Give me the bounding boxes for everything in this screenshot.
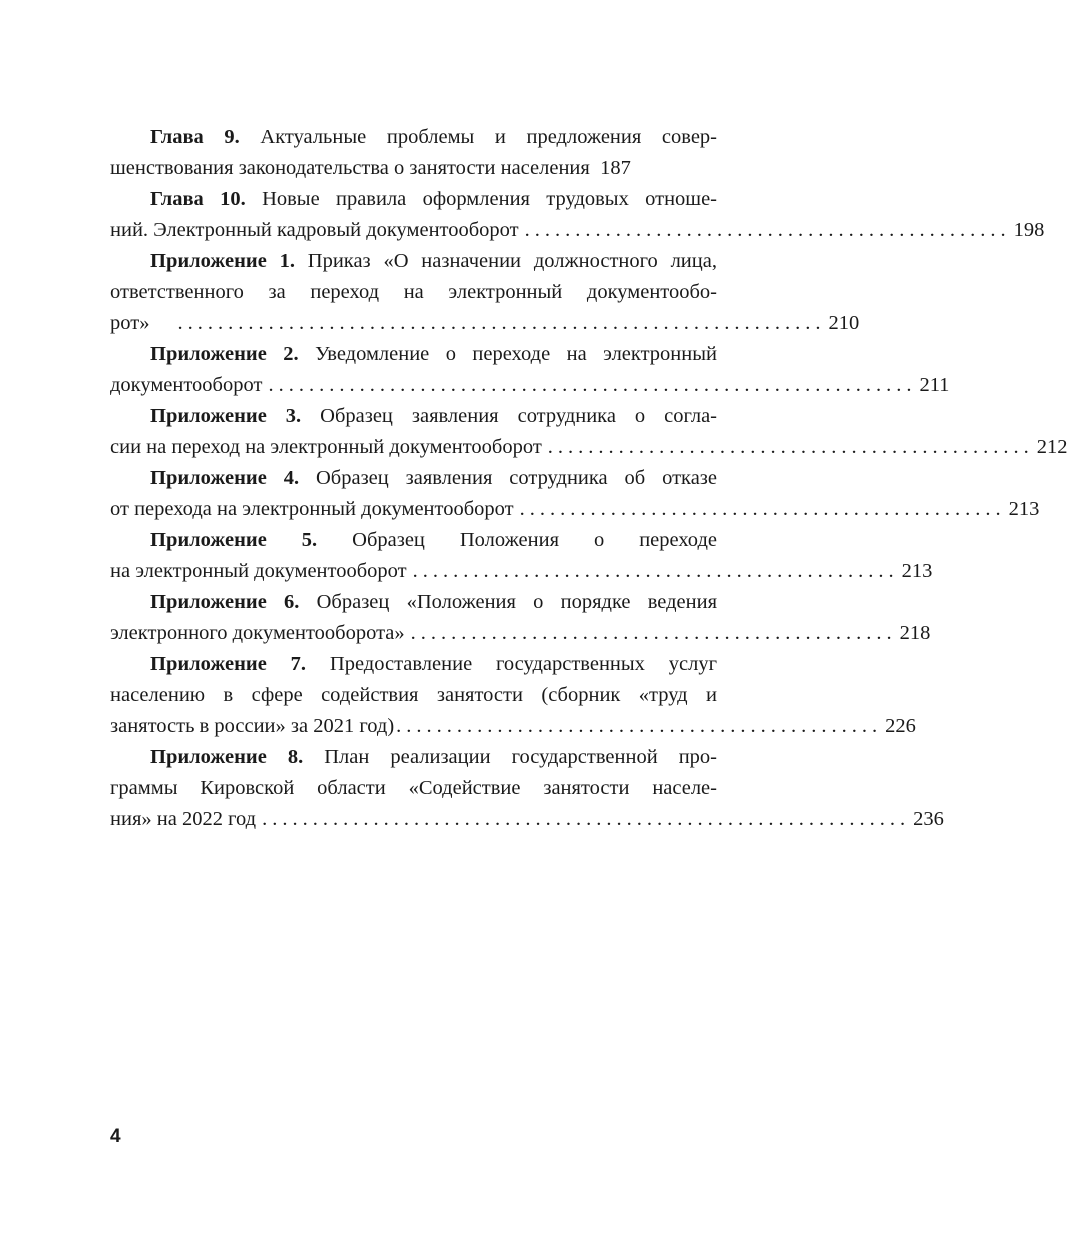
leader-dots: ................................................................ <box>177 312 826 334</box>
toc-entry-text: документооборот <box>110 374 263 396</box>
toc-entry-page: 213 <box>1008 498 1040 520</box>
toc-entry <box>110 401 1068 463</box>
toc-entry <box>110 649 916 742</box>
toc-entry-last-line <box>110 494 1040 525</box>
toc-entry-text: Образец заявления сотрудника о согла- <box>320 405 718 427</box>
toc-entry-last-line <box>110 556 933 587</box>
toc-entry-first-line <box>110 587 717 618</box>
toc-entry-first-line <box>110 339 717 370</box>
toc-entry-label: Приложение 6. <box>150 591 300 613</box>
toc-entry-last-line <box>110 153 717 184</box>
toc-entry-label: Приложение 3. <box>150 405 302 427</box>
toc-entry <box>110 184 1045 246</box>
toc-entry-page: 226 <box>885 715 916 737</box>
toc-entry-last-line <box>110 308 860 339</box>
page-number: 4 <box>110 1126 121 1147</box>
toc-entry <box>110 339 950 401</box>
toc-entry-text: ния» на 2022 год <box>110 808 257 830</box>
toc-entry-page: 211 <box>919 374 950 396</box>
table-of-contents <box>110 122 1068 835</box>
toc-entry-page: 218 <box>899 622 931 644</box>
toc-entry-page: 210 <box>828 312 860 334</box>
toc-entry <box>110 525 933 587</box>
toc-entry-first-line <box>110 401 717 432</box>
toc-entry <box>110 122 717 184</box>
toc-entry-page: 212 <box>1036 436 1068 458</box>
toc-entry-last-line <box>110 370 950 401</box>
leader-dots: ................................................ <box>519 498 1006 520</box>
toc-entry-text: граммы Кировской области «Содействие занятости населе- <box>110 777 717 799</box>
toc-entry <box>110 587 931 649</box>
toc-entry-text: на электронный документооборот <box>110 560 407 582</box>
toc-entry-last-line <box>110 711 916 742</box>
toc-entry-middle-line <box>110 277 717 308</box>
toc-entry-text: Образец «Положения о порядке ведения <box>316 591 717 613</box>
toc-entry <box>110 463 1040 525</box>
leader-dots: ................................................ <box>524 219 1011 241</box>
toc-entry-text: от перехода на электронный документооборот <box>110 498 514 520</box>
toc-entry-text: Образец заявления сотрудника об отказе <box>316 467 717 489</box>
toc-entry-text: Актуальные проблемы и предложения совер- <box>260 126 717 148</box>
toc-entry-first-line <box>110 463 717 494</box>
toc-entry-last-line <box>110 618 931 649</box>
toc-entry-page: 236 <box>913 808 944 830</box>
toc-entry-last-line <box>110 432 1068 463</box>
toc-entry-text: шенствования законодательства о занятости населения <box>110 157 590 179</box>
toc-entry-text: ответственного за переход на электронный документообо- <box>110 281 717 303</box>
toc-entry <box>110 742 944 835</box>
leader-dots: ................................................ <box>410 622 897 644</box>
toc-entry-label: Приложение 2. <box>150 343 299 365</box>
toc-entry-text: занятость в россии» за 2021 год) <box>110 715 395 737</box>
toc-entry-label: Приложение 4. <box>150 467 300 489</box>
leader-dots: ................................................................ <box>262 808 911 830</box>
toc-entry-text: Предоставление государственных услуг <box>329 653 718 675</box>
toc-entry-text: рот» <box>110 312 150 334</box>
toc-entry-page: 198 <box>1013 219 1045 241</box>
leader-dots: ................................................ <box>396 715 883 737</box>
toc-entry-page: 213 <box>901 560 933 582</box>
toc-entry-label: Приложение 8. <box>150 746 304 768</box>
toc-entry-label: Приложение 7. <box>150 653 307 675</box>
toc-entry-label: Приложение 5. <box>150 529 318 551</box>
toc-entry-text: Новые правила оформления трудовых отноше- <box>262 188 718 210</box>
leader-dots: ................................................ <box>547 436 1034 458</box>
toc-entry-last-line <box>110 215 1045 246</box>
toc-entry-text: План реализации государственной про- <box>324 746 717 768</box>
toc-entry-label: Глава 9. <box>150 126 240 148</box>
toc-entry-first-line <box>110 246 717 277</box>
toc-entry-first-line <box>110 649 717 680</box>
toc-entry-text: электронного документооборота» <box>110 622 405 644</box>
toc-entry-last-line <box>110 804 944 835</box>
toc-entry-label: Глава 10. <box>150 188 246 210</box>
leader-dots: ................................................................ <box>268 374 917 396</box>
toc-entry-first-line <box>110 122 717 153</box>
toc-entry-text: Образец Положения о переходе <box>352 529 717 551</box>
toc-entry-text: ний. Электронный кадровый документооборот <box>110 219 519 241</box>
toc-entry-text: сии на переход на электронный документооборот <box>110 436 542 458</box>
toc-entry-label: Приложение 1. <box>150 250 295 272</box>
toc-entry <box>110 246 860 339</box>
toc-entry-middle-line <box>110 773 717 804</box>
toc-entry-middle-line <box>110 680 717 711</box>
toc-entry-page: 187 <box>600 157 631 179</box>
toc-entry-first-line <box>110 742 717 773</box>
toc-entry-text: Уведомление о переходе на электронный <box>315 343 717 365</box>
toc-entry-text: населению в сфере содействия занятости (сборник «труд и <box>110 684 717 706</box>
toc-entry-first-line <box>110 184 717 215</box>
toc-entry-first-line <box>110 525 717 556</box>
toc-entry-text: Приказ «О назначении должностного лица, <box>307 250 717 272</box>
leader-dots: ................................................ <box>412 560 899 582</box>
